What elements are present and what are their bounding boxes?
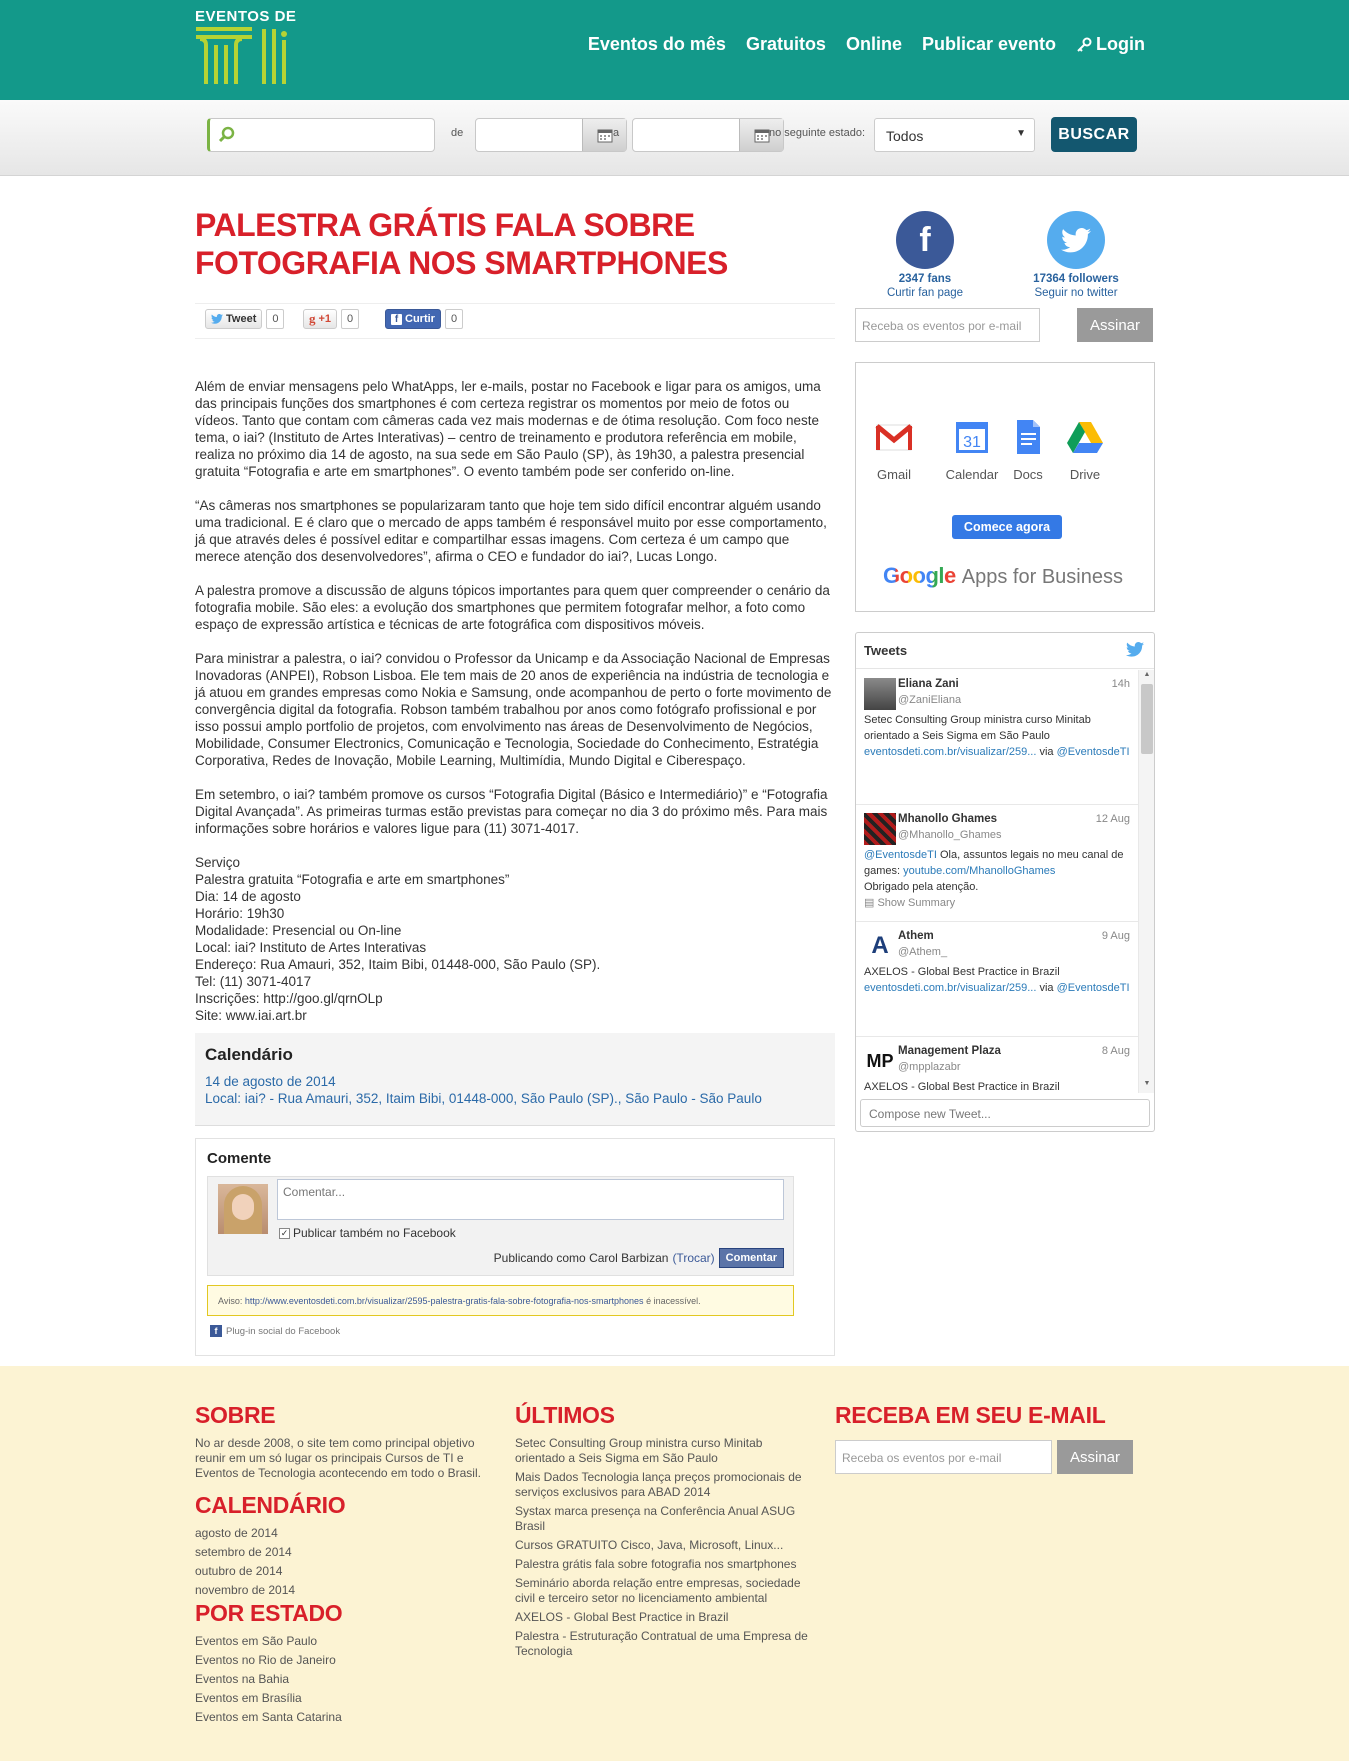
gmail-icon [875,418,913,456]
fb-like-button[interactable] [385,309,441,329]
publishing-as [494,1248,784,1268]
fb-like-label: Curtir [405,313,435,325]
service-line: Tel: (11) 3071-4017 [195,974,312,989]
tweet-via: via [1039,746,1054,758]
service-line: Inscrições: http://goo.gl/qrnOLp [195,991,383,1006]
comments-heading: Comente [207,1150,272,1167]
twitter-stats [1016,272,1136,300]
tweet-item[interactable] [856,922,1138,1037]
date-to-input[interactable] [632,118,784,152]
notice-suffix: é inacessível. [646,1296,701,1306]
service-info [195,854,835,1024]
search-icon [218,126,236,144]
facebook-icon: f [210,1325,222,1337]
tweet-label: Tweet [226,313,257,325]
drive-app [1055,418,1115,482]
tweet-author[interactable]: Mhanollo Ghames [898,813,998,825]
tweet-time[interactable]: 12 Aug [1095,813,1130,825]
nav-publicar-evento[interactable]: Publicar evento [921,34,1057,54]
footer-ultimos-link[interactable]: Seminário aborda relação entre empresas, sociedade civil e terceiro setor no licenciamento ambiental [515,1576,801,1605]
footer-calendar-link[interactable]: outubro de 2014 [195,1564,283,1578]
tweet-handle[interactable]: @ZaniEliana [898,694,962,706]
docs-label: Docs [1013,467,1043,482]
docs-app [998,418,1058,482]
caret-down-icon: ▼ [1016,128,1026,139]
google-apps-ad[interactable] [855,362,1155,612]
tweet-text: AXELOS - Global Best Practice in Brazil [864,966,1060,978]
article-paragraph: Para ministrar a palestra, o iai? convidou o Professor da Unicamp e da Associação Nacional de Empresas Inovadoras (ANPEI), Robson Lisboa. Ele tem mais de 20 anos de experiência na indústria de tecnologia e já atuou em grandes empresas como Nokia e Samsung, onde acompanhou de perto o forte movimento de convergência digital da fotografia. Robson também trabalhou por anos como fotógrafo profissional e por isso possui amplo portfolio de projetos, com envolvimento nas áreas de Desenvolvimento de Negócios, Mobilidade, Consumer Electronics, Comunicação e Tecnologia, Sociedade do Conhecimento, Estratégia Corporativa, Redes de Inovação, Mobile Learning, Multimídia, Mundo Digital e Ciberespaço. [195,651,832,768]
nav-login[interactable] [1076,34,1145,55]
twitter-followers: 17364 followers [1033,273,1119,285]
compose-tweet-input[interactable]: Compose new Tweet... [860,1099,1150,1127]
apps-for-business-text: Apps for Business [961,566,1123,588]
tweet-avatar[interactable]: MP [864,1045,896,1077]
calendar-heading: Calendário [205,1045,293,1064]
facebook-stats [865,272,985,300]
footer-calendar-link[interactable]: agosto de 2014 [195,1526,278,1540]
footer-sobre-text: No ar desde 2008, o site tem como principal objetivo reunir em um só lugar os principais Cursos de TI e Eventos de Tecnologia acontecendo em todo o Brasil. [195,1436,481,1480]
search-bar [0,100,1349,176]
footer-ultimos-link[interactable]: Palestra - Estruturação Contratual de uma Empresa de Tecnologia [515,1629,808,1658]
service-line: Local: iai? Instituto de Artes Interativas [195,940,427,955]
footer-ultimos-title: ÚLTIMOS [515,1402,615,1428]
avatar [218,1184,268,1234]
calendar-app [942,418,1002,482]
footer-ultimos-link[interactable]: Systax marca presença na Conferência Anual ASUG Brasil [515,1504,796,1533]
drive-label: Drive [1069,467,1101,482]
gplus-count: 0 [341,309,359,329]
article-title: PALESTRA GRÁTIS FALA SOBRE FOTOGRAFIA NOS SMARTPHONES [195,207,728,281]
sidebar-email-input[interactable]: Receba os eventos por e-mail [855,308,1040,342]
date-from-input[interactable] [475,118,627,152]
twitter-bird-icon [211,314,223,324]
footer-calendario-title: CALENDÁRIO [195,1492,346,1518]
start-now-button[interactable]: Comece agora [952,515,1062,539]
footer-estado-link[interactable]: Eventos no Rio de Janeiro [195,1653,336,1667]
footer-ultimos-link[interactable]: Cursos GRATUITO Cisco, Java, Microsoft, Linux... [515,1538,784,1552]
twitter-follow-link[interactable]: Seguir no twitter [1034,287,1118,299]
google-calendar-number: 31 [963,434,981,451]
publish-facebook-label: Publicar também no Facebook [293,1226,456,1240]
footer-ultimos-link[interactable]: AXELOS - Global Best Practice in Brazil [515,1610,729,1624]
article-paragraph: Além de enviar mensagens pelo WhatApps, ler e-mails, postar no Facebook e ligar para os amigos, uma das principais funções dos smartphones é com certeza registrar os momentos por meio de fotos ou vídeos. Tanto que contam com câmeras cada vez mais modernas e de ótima resolução. Com foco neste tema, o iai? (Instituto de Artes Interativas) – centro de treinamento e produtora referência em mobile, realiza no próximo dia 14 de agosto, na sua sede em São Paulo (SP), às 19h30, a palestra presencial gratuita “Fotografia e arte em smartphones”. O evento também pode ser conferido on-line. [195,379,821,479]
tweet-item[interactable] [856,1037,1138,1093]
footer-ultimos-link[interactable]: Palestra grátis fala sobre fotografia nos smartphones [515,1557,797,1571]
gplus-label: +1 [318,313,332,325]
article-body [195,378,835,1024]
publish-facebook-option[interactable] [279,1226,456,1240]
tweet-count: 0 [266,309,284,329]
site-header [0,0,1349,100]
footer-estado-link[interactable]: Eventos em Brasília [195,1691,302,1705]
footer-ultimos-list [515,1436,815,1663]
state-select-value: Todos [886,128,924,144]
service-line: Palestra gratuita “Fotografia e arte em smartphones” [195,872,510,887]
tweet-body [864,712,1132,760]
notice-prefix: Aviso: [218,1296,243,1306]
gplus-g-icon: g [309,311,316,326]
footer-estado-link[interactable]: Eventos na Bahia [195,1672,290,1686]
calendar-date-link[interactable]: 14 de agosto de 2014 [205,1074,336,1089]
service-line: Site: www.iai.art.br [195,1008,307,1023]
calendar-location-link[interactable]: Local: iai? - Rua Amauri, 352, Itaim Bibi, 01448-000, São Paulo (SP)., São Paulo - São Paulo [205,1091,762,1106]
service-line: Modalidade: Presencial ou On-line [195,923,402,938]
footer-subscribe-button[interactable]: Assinar [1057,1440,1133,1474]
article-paragraph: “As câmeras nos smartphones se popularizaram tanto que hoje tem sido difícil encontrar alguém usando uma tradicional. E é claro que o mercado de apps também é responsável muito por esse comportamento, já que através deles é possível editar e compartilhar essas imagens. Com certeza é um campo que merece atenção dos desenvolvedores”, afirma o CEO e fundador do iai?, Lucas Longo. [195,498,827,564]
comment-textarea[interactable]: Comentar... [277,1179,784,1220]
tweet-time[interactable]: 9 Aug [1101,930,1130,942]
date-to-label: a [613,127,620,139]
google-drive-icon [1066,418,1104,456]
tweet-link[interactable]: eventosdeti.com.br/visualizar/259... [864,746,1037,758]
service-line: Endereço: Rua Amauri, 352, Itaim Bibi, 01448-000, São Paulo (SP). [195,957,601,972]
nav-gratuitos[interactable]: Gratuitos [745,34,826,54]
calendar-icon [597,127,613,143]
calendar-label: Calendar [945,467,999,482]
scroll-down-icon[interactable]: ▼ [1143,1080,1151,1087]
facebook-fans: 2347 fans [898,273,952,285]
twitter-bird-icon [1061,228,1091,253]
key-icon [1076,37,1092,53]
footer-calendar-link[interactable]: setembro de 2014 [195,1545,292,1559]
tweet-link[interactable]: eventosdeti.com.br/visualizar/259... [864,982,1037,994]
footer-estado-list [195,1634,342,1729]
search-input[interactable] [207,118,435,152]
fb-like-share [385,309,463,329]
comment-submit-button[interactable]: Comentar [719,1248,784,1268]
fb-plugin-link[interactable]: Plug-in social do Facebook [226,1325,341,1337]
nav-eventos-do-mes[interactable]: Eventos do mês [587,34,726,54]
calendar-icon [754,127,770,143]
twitter-timeline [855,632,1155,1132]
tweet-body [864,1079,1132,1093]
gplus-button[interactable] [303,309,337,329]
tweet-time[interactable]: 8 Aug [1101,1045,1130,1057]
tweets-heading[interactable]: Tweets [864,643,908,658]
gplus-share [303,309,359,329]
comment-form [207,1176,794,1276]
tweet-item[interactable] [856,805,1138,922]
scroll-up-icon[interactable]: ▲ [1143,671,1151,678]
tweet-avatar[interactable] [864,678,896,710]
service-line: Dia: 14 de agosto [195,889,301,904]
tweet-mention[interactable]: @EventosdeTI [864,849,937,861]
state-select[interactable] [874,118,1035,152]
tweet-text: Setec Consulting Group ministra curso Minitab orientado a Seis Sigma em São Paulo [864,714,1091,742]
logo-text[interactable]: EVENTOS DE [195,8,297,25]
tweet-text: AXELOS - Global Best Practice in Brazil [864,1081,1060,1093]
facebook-icon: f [391,314,402,325]
tweet-mention[interactable]: @EventosdeTI [1056,746,1130,758]
nav-login-label: Login [1096,34,1145,54]
tweets-scrollbar[interactable] [1138,670,1154,1093]
footer-estado-title: POR ESTADO [195,1600,343,1626]
main-nav [588,34,1145,55]
logo-ti-icon[interactable] [194,26,296,86]
tweet-handle[interactable]: @mpplazabr [898,1061,961,1073]
tweet-text: Ola, assuntos legais no meu canal de games: [864,849,1124,877]
facebook-circle-icon[interactable]: f [896,211,954,269]
service-line: Serviço [195,855,241,870]
tweet-via: via [1039,982,1054,994]
fb-plugin-credit [210,1325,340,1337]
search-button[interactable]: BUSCAR [1051,117,1137,152]
tweet-handle[interactable]: @Athem_ [898,946,948,958]
footer-email-input[interactable]: Receba os eventos por e-mail [835,1440,1052,1474]
service-line: Horário: 19h30 [195,906,285,921]
tweet-body [864,847,1132,911]
footer-email-title: RECEBA EM SEU E-MAIL [835,1402,1106,1428]
switch-account-link[interactable]: (Trocar) [672,1251,715,1265]
footer-ultimos-link[interactable]: Setec Consulting Group ministra curso Minitab orientado a Seis Sigma em São Paulo [515,1436,763,1465]
gmail-app [864,418,924,482]
show-summary-link[interactable] [864,895,1132,911]
calendar-box [195,1033,835,1126]
tweet-item[interactable] [856,670,1138,805]
google-apps-brand [883,563,1123,589]
footer-estado-link[interactable]: Eventos em São Paulo [195,1634,318,1648]
notice-url-link[interactable]: http://www.eventosdeti.com.br/visualizar/2595-palestra-gratis-fala-sobre-fotografia-nos-smartphones [244,1296,644,1306]
tweet-avatar[interactable]: A [864,930,896,962]
tweet-avatar[interactable] [864,813,896,845]
google-docs-icon [1009,418,1047,456]
tweet-time[interactable]: 14h [1111,678,1130,690]
sidebar-subscribe-button[interactable]: Assinar [1077,308,1153,342]
tweet-mention[interactable]: @EventosdeTI [1056,982,1130,994]
gmail-label: Gmail [877,467,911,482]
summary-icon: ▤ [864,897,875,909]
footer-calendar-link[interactable]: novembro de 2014 [195,1583,296,1597]
tweet-button[interactable] [205,309,262,329]
footer-sobre-title: SOBRE [195,1402,276,1428]
google-calendar-icon [953,418,991,456]
tweet-author[interactable]: Athem [898,930,934,942]
state-label: no seguinte estado: [769,127,866,139]
twitter-bird-icon[interactable] [1126,642,1144,657]
twitter-circle-icon[interactable] [1047,211,1105,269]
site-footer [0,1366,1349,1761]
tweet-text-2: Obrigado pela atenção. [864,881,979,893]
facebook-fanpage-link[interactable]: Curtir fan page [886,287,964,299]
publishing-as-label: Publicando como Carol Barbizan [493,1251,669,1265]
fb-like-count: 0 [445,309,463,329]
checkbox-checked-icon[interactable]: ✓ [280,1227,289,1238]
tweet-link[interactable]: youtube.com/MhanolloGhames [903,865,1056,877]
tweets-header [856,633,1154,669]
scrollbar-thumb[interactable] [1141,684,1153,754]
tweet-author[interactable]: Management Plaza [898,1045,1001,1057]
show-summary-label: Show Summary [877,897,956,909]
date-from-label: de [451,127,464,139]
tweet-share [205,309,284,329]
tweet-handle[interactable]: @Mhanollo_Ghames [898,829,1002,841]
tweet-author[interactable]: Eliana Zani [898,678,959,690]
tweet-body [864,964,1132,996]
share-bar [195,303,835,339]
article-paragraph: A palestra promove a discussão de alguns tópicos importantes para quem quer compreender o cenário da fotografia mobile. São eles: a evolução dos smartphones que permitem fotografar melhor, a foto como espaço de expressão artística e técnicas de arte fotográfica com dispositivos móveis. [195,583,830,632]
nav-online[interactable]: Online [845,34,902,54]
footer-calendar-list [195,1526,295,1602]
article-paragraph: Em setembro, o iai? também promove os cursos “Fotografia Digital (Básico e Intermediário)” e “Fotografia Digital Avançada”. As primeiras turmas estão previstas para começar no dia 3 do próximo mês. Para mais informações sobre horários e valores ligue para (11) 3071-4017. [195,787,828,836]
footer-ultimos-link[interactable]: Mais Dados Tecnologia lança preços promocionais de serviços exclusivos para ABAD 2014 [515,1470,802,1499]
social-counters [855,208,1155,308]
comment-notice [207,1285,794,1316]
date-from-picker-button[interactable] [582,119,626,151]
tweets-list [856,670,1138,1093]
footer-estado-link[interactable]: Eventos em Santa Catarina [195,1710,342,1724]
comments-box [195,1138,835,1356]
google-logo: Google [883,563,956,588]
